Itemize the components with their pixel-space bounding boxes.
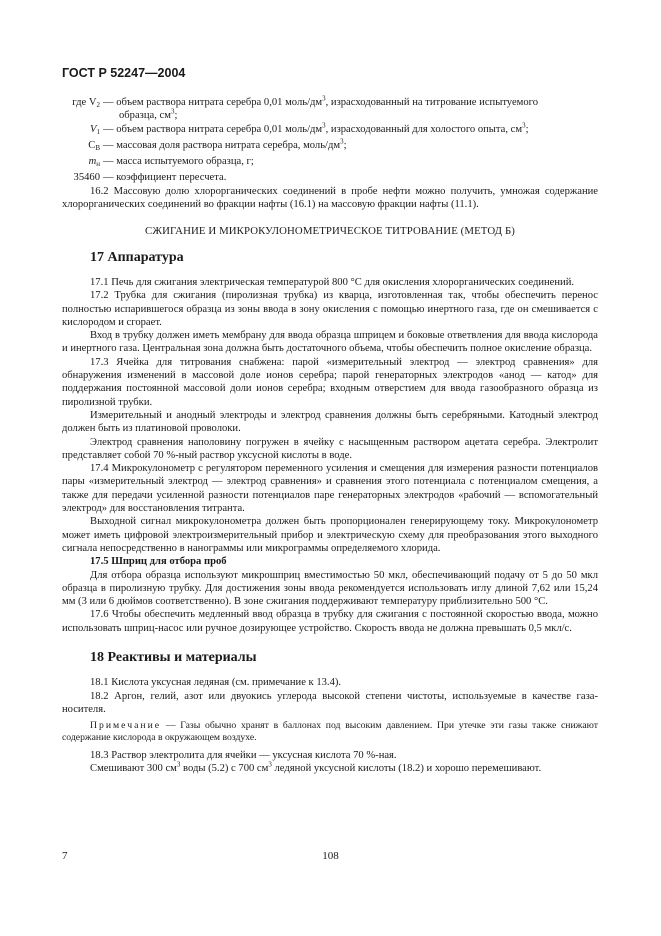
page-number: 108 bbox=[322, 850, 339, 862]
paragraph-17-4-output: Выходной сигнал микрокулонометра должен быть пропорционален генерирующему току. Микрокулонометр может иметь цифровой электроизмерительный прибор и электрическую схему для преобразования этого выходного сигнала непосредственно в нанограммы или микрограммы определяемого хлорида. bbox=[62, 516, 598, 554]
variable-cb: $C_B$ — массовая доля раствора нитрата серебра, моль/$дм^3$; bbox=[88, 137, 347, 152]
standard-header: ГОСТ Р 52247—2004 bbox=[62, 66, 186, 80]
paragraph-16-2: 16.2 Массовую долю хлорорганических соединений в пробе нефти можно получить, умножая содержание хлорорганических соединений во фракции нафты (16.1) на массовую фракции нафты (11.1). bbox=[62, 185, 598, 211]
paragraph-17-4: 17.4 Микрокулонометр с регулятором переменного усиления и смещения для измерения разности потенциалов пары «измерительный электрод — электрод сравнения» и сравнения этого потенциала с потенциалом смещения, а также для передачи усиленной разности потенциалов паре генераторных электродов «рабочий — вспомогательный электрод» для восстановления титранта. bbox=[62, 463, 598, 515]
note bbox=[62, 720, 598, 745]
document-body bbox=[62, 96, 598, 775]
variable-definitions bbox=[62, 96, 598, 185]
paragraph-18-3-mix: Смешивают 300 $см^3$ воды (5.2) с 700 $см^3$ ледяной уксусной кислоты (18.2) и хорошо перемешивают. bbox=[90, 760, 542, 775]
var-symbol: где V bbox=[72, 97, 97, 108]
variable-v2: где $V_2$ — объем раствора нитрата серебра 0,01 моль/$дм^3$, израсходованный на титрование испытуемого образца, $см^3$; bbox=[72, 94, 539, 122]
section-17-heading: 17 Аппаратура bbox=[90, 249, 184, 265]
paragraph-18-1: 18.1 Кислота уксусная ледяная (см. примечание к 13.4). bbox=[90, 677, 342, 689]
paragraph-17-3: 17.3 Ячейка для титрования снабжена: парой «измерительный электрод — электрод сравнения» для обнаружения изменений в массовой доле ионов серебра; парой генераторных электродов «анод — катод» для поддержания постоянной массовой доли ионов серебра; входным отверстием для ввода газообразного образца из пиролизной трубки. bbox=[62, 356, 598, 408]
section-18-heading: 18 Реактивы и материалы bbox=[90, 649, 257, 665]
paragraph-17-3-reference: Электрод сравнения наполовину погружен в ячейку с насыщенным раствором ацетата серебра. Электролит представляет собой 70 %-ный раствор уксусной кислоты в воде. bbox=[62, 436, 598, 461]
footer-mark: 7 bbox=[62, 850, 68, 862]
variable-coefficient: 35460 — коэффициент пересчета. bbox=[73, 172, 227, 184]
note-text: — Газы обычно хранят в баллонах под высоким давлением. При утечке эти газы также снижают содержание кислорода в окружающем воздухе. bbox=[62, 720, 599, 744]
paragraph-17-6: 17.6 Чтобы обеспечить медленный ввод образца в трубку для сжигания с постоянной скоростью ввода, можно использовать шприц-насос или ручное дозирующее устройство. Скорость ввода не должна превышать 0,5 мкл/с. bbox=[62, 609, 598, 634]
paragraph-17-3-electrodes: Измерительный и анодный электроды и электрод сравнения должны быть серебряными. Катодный электрод должен быть из платиновой проволоки. bbox=[62, 409, 598, 435]
paragraph-17-2-cont: Вход в трубку должен иметь мембрану для ввода образца шприцем и боковые ответвления для ввода кислорода и инертного газа. Центральная зона должна быть достаточного объема, чтобы обеспечить полное окисление образца. bbox=[62, 330, 598, 355]
note-label: Примечание bbox=[90, 720, 162, 732]
method-title: СЖИГАНИЕ И МИКРОКУЛОНОМЕТРИЧЕСКОЕ ТИТРОВАНИЕ (МЕТОД Б) bbox=[145, 225, 515, 238]
variable-mn: $m_н$ — масса испытуемого образца, г; bbox=[88, 156, 254, 169]
subsection-17-5-heading: 17.5 Шприц для отбора проб bbox=[90, 556, 227, 568]
paragraph-18-2: 18.2 Аргон, гелий, азот или двуокись углерода высокой степени чистоты, используемые в качестве газа-носителя. bbox=[62, 690, 598, 715]
paragraph-17-2: 17.2 Трубка для сжигания (пиролизная трубка) из кварца, изготовленная так, чтобы обеспечить перенос полностью испарившегося образца из зоны ввода в зону окисления с помощью инертного газа, где он смешивается с кислородом и сгорает. bbox=[62, 290, 598, 328]
variable-v1: $V_1$ — объем раствора нитрата серебра 0,01 моль/$дм^3$, израсходованный для холостого опыта, $см^3$; bbox=[90, 121, 529, 136]
paragraph-17-5: Для отбора образца используют микрошприц вместимостью 50 мкл, обеспечивающий подачу от 5 до 50 мкл образца в пиролизную трубку. Для достижения зоны ввода рекомендуется использовать иглу длиной 7,62 или 15,24 мм (3 или 6 дюймов соответственно). В зоне сжигания поддерживают температуру приблизительно 500 °С. bbox=[62, 569, 598, 608]
paragraph-17-1: 17.1 Печь для сжигания электрическая температурой 800 °С для окисления хлорорганических соединений. bbox=[90, 276, 575, 288]
paragraph-18-3: 18.3 Раствор электролита для ячейки — уксусная кислота 70 %-ная. bbox=[90, 749, 397, 761]
